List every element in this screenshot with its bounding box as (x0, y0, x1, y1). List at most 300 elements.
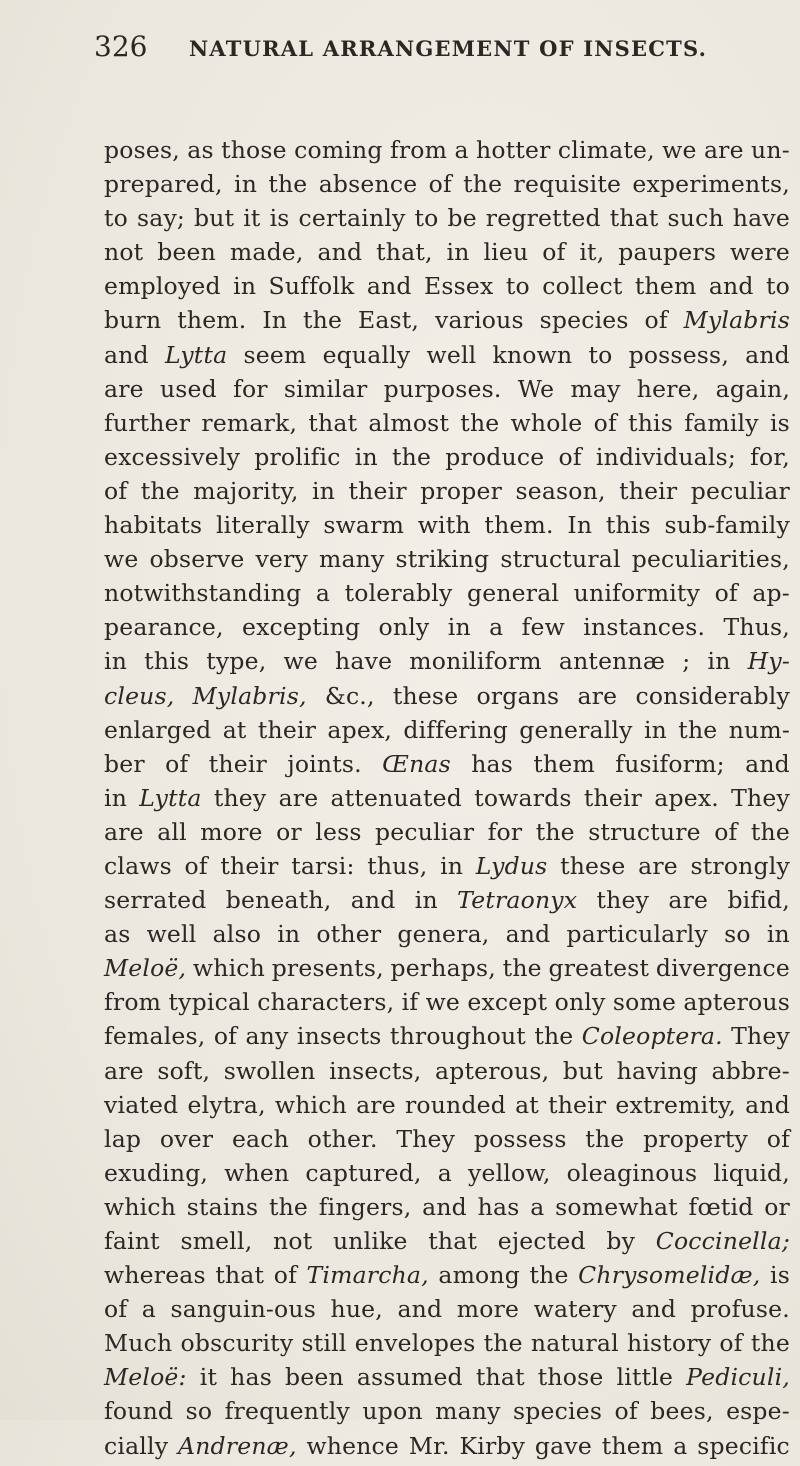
word: has (471, 749, 514, 778)
word: enlarged (104, 715, 212, 744)
text-line (104, 136, 790, 170)
word: in (447, 613, 471, 642)
word: this (605, 511, 651, 540)
word: are (278, 783, 319, 812)
word: by (606, 1227, 636, 1255)
word: yellow, (467, 1158, 551, 1187)
word: genera, (397, 920, 490, 949)
word: typical (168, 988, 250, 1017)
word: or (276, 817, 302, 846)
word: are (104, 817, 144, 846)
word: proper (420, 476, 503, 505)
word: history (627, 1329, 712, 1358)
word: are (668, 886, 709, 915)
italic-word: Hy- (747, 647, 790, 676)
text-line (104, 443, 790, 477)
word: some (612, 988, 677, 1017)
word: They (731, 783, 790, 812)
word: liquid, (713, 1158, 790, 1187)
word: thus, (367, 851, 428, 880)
word: few (521, 613, 565, 642)
word: their (220, 851, 279, 880)
word: a (530, 1192, 545, 1221)
italic-word: Timarcha, (306, 1261, 429, 1290)
word: strongly (690, 851, 790, 880)
word: but (194, 204, 235, 233)
text-line (104, 170, 790, 204)
word: has (477, 1192, 520, 1221)
text-line (104, 545, 790, 579)
word: a (454, 136, 469, 164)
word: and (366, 272, 412, 301)
word: organs (476, 681, 560, 710)
word: in (440, 851, 464, 880)
word: for, (750, 442, 790, 471)
word: the (483, 1329, 523, 1358)
word: of (104, 476, 128, 505)
word: certainly (298, 204, 406, 233)
italic-word: Lytta (139, 783, 202, 812)
word: general (467, 579, 560, 608)
italic-word: Tetraonyx (457, 886, 578, 915)
word: East, (357, 306, 420, 335)
word: specific (697, 1431, 790, 1460)
word: other. (307, 1124, 378, 1153)
word: each (231, 1124, 289, 1153)
word: In (567, 511, 593, 540)
word: are (104, 1056, 144, 1085)
word: further (104, 408, 191, 437)
word: the (268, 170, 308, 199)
word: paupers (618, 238, 717, 267)
word: used (159, 374, 217, 403)
word: hue, (330, 1295, 383, 1324)
word: ber (104, 749, 145, 778)
word: prolific (254, 442, 341, 471)
word: oleaginous (566, 1158, 698, 1187)
word: have (335, 647, 393, 676)
word: in (233, 170, 258, 199)
word: antennæ (558, 647, 666, 676)
word: these (560, 851, 626, 880)
word: the (535, 817, 575, 846)
word: equally (322, 340, 411, 369)
word: differing (403, 715, 508, 744)
word: and (631, 1295, 677, 1324)
word: is (269, 204, 290, 233)
word: extremity, (615, 1090, 737, 1119)
word: We (517, 374, 555, 403)
word: the (585, 1124, 625, 1153)
word: lap (104, 1124, 142, 1153)
word: fœtid (688, 1192, 754, 1221)
text-line (104, 750, 790, 784)
word: very (255, 545, 308, 574)
word: not (273, 1227, 313, 1255)
word: the (460, 408, 500, 437)
word: are (703, 136, 744, 164)
text-line (104, 1329, 790, 1363)
word: in (766, 920, 790, 949)
word: that (609, 204, 659, 233)
word: other (316, 920, 382, 949)
word: and (397, 1295, 443, 1324)
text-line (104, 716, 790, 750)
word: bifid, (727, 886, 790, 915)
italic-word: Coleoptera. (581, 1022, 723, 1051)
word: of (273, 1261, 297, 1290)
word: whereas (104, 1261, 206, 1290)
word: this (628, 408, 674, 437)
word: they (213, 783, 267, 812)
word: it, (579, 238, 605, 267)
text-line (104, 1261, 790, 1295)
word: all (157, 817, 187, 846)
word: attenuated (330, 783, 462, 812)
word: been (285, 1363, 344, 1392)
word: apterous, (435, 1056, 550, 1085)
word: observe (149, 545, 245, 574)
word: species (513, 1397, 603, 1426)
word: has (230, 1363, 272, 1392)
running-title: NATURAL ARRANGEMENT OF INSECTS. (189, 36, 708, 61)
word: similar (283, 374, 368, 403)
word: They (731, 1022, 790, 1051)
body-text (104, 136, 790, 1466)
word: the (502, 954, 542, 983)
word: towards (474, 783, 572, 812)
word: type, (206, 647, 267, 676)
word: of (644, 306, 668, 335)
word: at (222, 715, 247, 744)
word: the (303, 306, 343, 335)
word: prepared, (104, 170, 223, 199)
word: hotter (476, 136, 551, 164)
word: to (765, 272, 790, 301)
word: striking (395, 545, 490, 574)
word: in (446, 238, 470, 267)
word: which (104, 1192, 177, 1221)
word: of (714, 579, 738, 608)
word: captured, (305, 1158, 422, 1187)
word: In (262, 306, 288, 335)
word: a (489, 613, 504, 642)
word: for (487, 817, 523, 846)
word: such (667, 204, 724, 233)
word: structural (500, 545, 621, 574)
word: which (274, 1090, 347, 1119)
word: divergence (655, 954, 790, 983)
word: them (634, 272, 697, 301)
word: a (141, 1295, 156, 1324)
word: the (750, 817, 790, 846)
word: found (104, 1397, 174, 1426)
word: we (662, 136, 697, 164)
text-line (104, 1227, 790, 1261)
word: at (515, 1090, 539, 1119)
word: it (199, 1363, 218, 1392)
word: that (308, 408, 358, 437)
word: structure (588, 817, 701, 846)
word: and (505, 920, 551, 949)
word: in (312, 476, 336, 505)
word: the (678, 715, 718, 744)
word: property (643, 1124, 749, 1153)
word: obscurity (180, 1329, 294, 1358)
text-line (104, 375, 790, 409)
word: produce (445, 442, 545, 471)
italic-word: cleus, (104, 681, 175, 710)
word: insects (296, 1022, 382, 1051)
word: a (315, 579, 331, 608)
italic-word: Lydus (475, 851, 548, 880)
word: bees, (650, 1397, 714, 1426)
word: frequently (224, 1397, 350, 1426)
word: fusiform; (615, 749, 725, 778)
word: lieu (483, 238, 529, 267)
word: throughout (389, 1022, 526, 1051)
word: their (619, 476, 678, 505)
word: swarm (323, 511, 405, 540)
text-line (104, 1397, 790, 1431)
running-head (94, 30, 790, 82)
word: are (356, 1090, 396, 1119)
word: as (104, 920, 131, 949)
italic-word: Meloë: (104, 1363, 187, 1392)
word: excepting (242, 613, 361, 642)
word: them (533, 749, 595, 778)
word: sub-family (664, 511, 790, 540)
word: having (616, 1056, 698, 1085)
word: species (539, 306, 629, 335)
word: uniformity (573, 579, 701, 608)
word: them. (177, 306, 247, 335)
word: apex. (654, 783, 719, 812)
word: to (414, 204, 439, 233)
word: their (548, 1090, 607, 1119)
word: of (558, 442, 582, 471)
word: of (213, 1022, 238, 1051)
word: Thus, (723, 613, 790, 642)
word: sanguin-ous (170, 1295, 316, 1324)
text-line (104, 409, 790, 443)
word: their (208, 749, 267, 778)
word: elytra, (187, 1090, 266, 1119)
word: stains (186, 1192, 259, 1221)
word: viated (104, 1090, 179, 1119)
word: majority, (193, 476, 299, 505)
word: is (769, 408, 790, 437)
word: unlike (332, 1227, 408, 1255)
word: exuding, (104, 1158, 209, 1187)
word: not (104, 238, 144, 267)
word: regretted (485, 204, 601, 233)
word: to (505, 272, 530, 301)
word: females, (104, 1022, 206, 1051)
text-line (104, 784, 790, 818)
word: and (422, 1192, 467, 1221)
italic-word: Meloë, (104, 954, 187, 983)
word: watery (533, 1295, 617, 1324)
text-line (104, 954, 790, 988)
word: with (417, 511, 471, 540)
italic-word: Coccinella; (655, 1227, 790, 1255)
word: cially (104, 1431, 169, 1460)
text-line (104, 1057, 790, 1091)
word: and (350, 886, 396, 915)
word: little (616, 1363, 674, 1392)
italic-word: Andrenæ, (178, 1431, 297, 1460)
word: upon (362, 1397, 423, 1426)
word: them (601, 1431, 664, 1460)
word: Kirby (459, 1431, 526, 1460)
word: of (719, 1329, 743, 1358)
word: that (475, 1363, 525, 1392)
word: remark, (201, 408, 298, 437)
word: in (414, 886, 438, 915)
word: moniliform (409, 647, 542, 676)
word: whole (510, 408, 583, 437)
word: be (447, 204, 477, 233)
word: particularly (566, 920, 708, 949)
word: and (104, 340, 149, 369)
word: for (233, 374, 268, 403)
word: in (707, 647, 731, 676)
word: rounded (404, 1090, 506, 1119)
word: and (745, 340, 790, 369)
word: of (766, 1124, 790, 1153)
word: possess (473, 1124, 567, 1153)
word: known (492, 340, 573, 369)
word: whence (306, 1431, 400, 1460)
word: well (146, 920, 197, 949)
word: individuals; (595, 442, 736, 471)
word: that (215, 1261, 265, 1290)
word: many (435, 1397, 501, 1426)
word: habitats (104, 511, 203, 540)
word: ap- (752, 579, 790, 608)
word: the (463, 170, 503, 199)
word: the (392, 442, 432, 471)
word: the (529, 1261, 569, 1290)
word: if (401, 988, 419, 1017)
text-line (104, 477, 790, 511)
word: over (159, 1124, 214, 1153)
word: those (537, 1363, 604, 1392)
text-line (104, 1159, 790, 1193)
text-line (104, 579, 790, 613)
word: the (140, 476, 180, 505)
word: requisite (513, 170, 622, 199)
word: They (396, 1124, 456, 1153)
word: un- (751, 136, 790, 164)
book-page (94, 30, 790, 1466)
text-line (104, 920, 790, 954)
word: and (745, 1090, 790, 1119)
word: possess, (628, 340, 729, 369)
word: fingers, (318, 1192, 412, 1221)
word: peculiar (375, 817, 475, 846)
word: as (187, 136, 214, 164)
word: instances. (583, 613, 706, 642)
word: apex, (327, 715, 393, 744)
word: absence (318, 170, 418, 199)
word: claws (104, 851, 172, 880)
word: faint (104, 1227, 160, 1255)
word: were (729, 238, 790, 267)
word: season, (515, 476, 606, 505)
word: also (212, 920, 262, 949)
italic-word: Œnas (382, 749, 451, 778)
word: their (257, 715, 317, 744)
word: generally (519, 715, 633, 744)
word: somewhat (555, 1192, 678, 1221)
word: of (614, 1397, 638, 1426)
word: more (200, 817, 263, 846)
text-line (104, 647, 790, 681)
word: or (764, 1192, 790, 1221)
word: abbre- (711, 1056, 790, 1085)
word: considerably (635, 681, 790, 710)
text-line (104, 818, 790, 852)
italic-word: Pediculi, (686, 1363, 790, 1392)
word: literally (215, 511, 310, 540)
word: Mr. (408, 1431, 450, 1460)
word: tolerably (344, 579, 453, 608)
text-line (104, 511, 790, 545)
word: swollen (223, 1056, 316, 1085)
word: of (593, 408, 617, 437)
word: tarsi: (291, 851, 355, 880)
italic-word: Lytta (164, 340, 228, 369)
word: we (283, 647, 318, 676)
word: climate, (557, 136, 655, 164)
word: less (315, 817, 362, 846)
word: are (577, 681, 618, 710)
text-line (104, 1022, 790, 1056)
word: employed (104, 272, 221, 301)
word: apterous (683, 988, 790, 1017)
word: are (104, 374, 144, 403)
word: poses, (104, 136, 180, 164)
word: a (673, 1431, 688, 1460)
word: Essex (424, 272, 494, 301)
word: envelopes (354, 1329, 476, 1358)
word: so (724, 920, 751, 949)
text-line (104, 272, 790, 306)
word: it (243, 204, 261, 233)
word: collect (542, 272, 623, 301)
word: Suffolk (268, 272, 355, 301)
word: them. (484, 511, 554, 540)
word: perhaps, (390, 954, 496, 983)
word: again, (715, 374, 790, 403)
text-line (104, 852, 790, 886)
word: in (233, 272, 257, 301)
word: the (750, 1329, 790, 1358)
word: among (438, 1261, 520, 1290)
word: in (354, 442, 378, 471)
word: of (184, 851, 208, 880)
text-line (104, 613, 790, 647)
word: coming (294, 136, 383, 164)
text-line (104, 1091, 790, 1125)
text-line (104, 238, 790, 272)
word: been (157, 238, 216, 267)
word: that (428, 1227, 478, 1255)
word: when (224, 1158, 290, 1187)
word: &c., (324, 681, 375, 710)
